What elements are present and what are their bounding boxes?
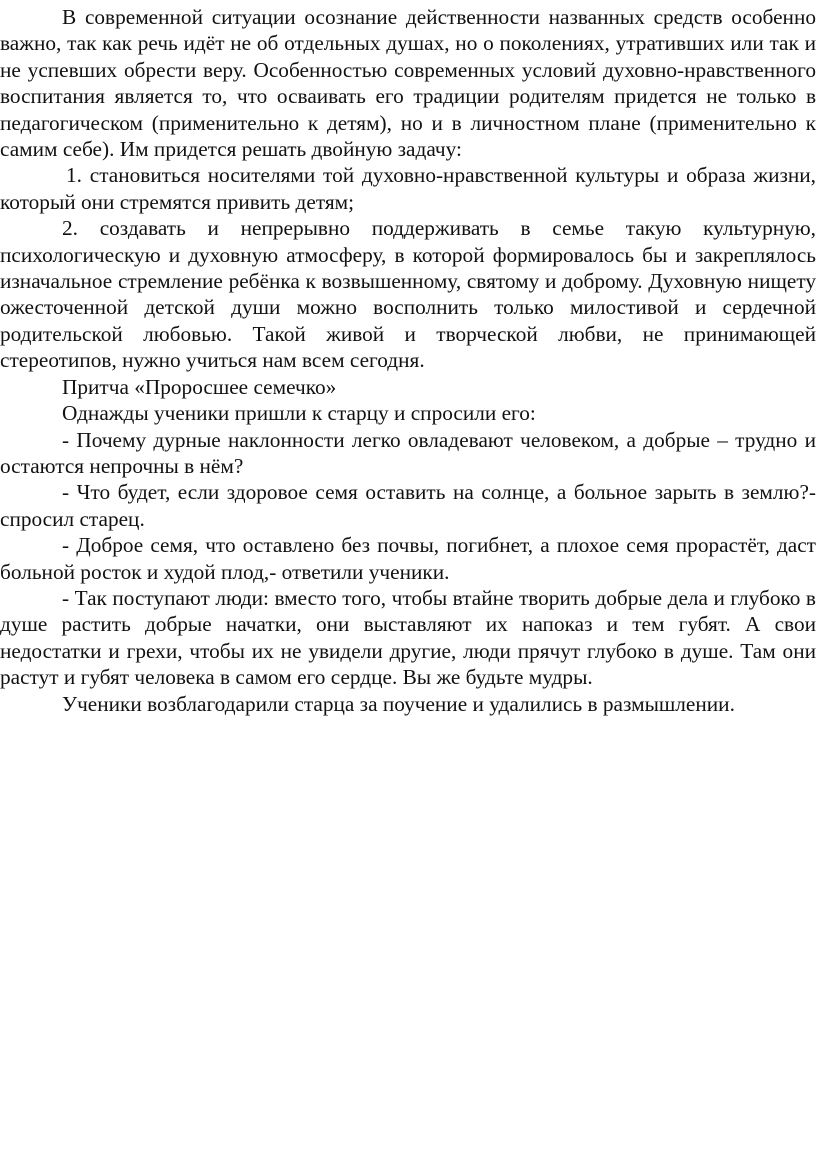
- paragraph-students-asked: Однажды ученики пришли к старцу и спросили его:: [62, 401, 536, 426]
- paragraph-elder-teaching: - Так поступают люди: вместо того, чтобы втайне творить добрые дела и глубоко в душе растить добрые начатки, они выставляют их напоказ и тем губят. А свои недостатки и грехи, чтобы их не увидели другие, люди прячут глубоко в душе. Там они растут и губят человека в самом его сердце. Вы же будьте мудры.: [0, 585, 816, 690]
- paragraph-conclusion: Ученики возблагодарили старца за поучение и удалились в размышлении.: [62, 691, 735, 716]
- paragraph-intro: В современной ситуации осознание действенности названных средств особенно важно, так как речь идёт не об отдельных душах, но о поколениях, утративших или так и не успевших обрести веру. Особенностью современных условий духовно-нравственного воспитания является то, что осваивать его традиции родителям придется не только в педагогическом (применительно к детям), но и в личностном плане (применительно к самим себе). Им придется решать двойную задачу:: [0, 5, 816, 162]
- paragraph-task-2: 2. создавать и непрерывно поддерживать в семье такую культурную, психологическую и духовную атмосферу, в которой формировалось бы и закреплялось изначальное стремление ребёнка к возвышенному, святому и доброму. Духовную нищету ожесточенной детской души можно восполнить только милостивой и сердечной родительской любовью. Такой живой и творческой любви, не принимающей стереотипов, нужно учиться нам всем сегодня.: [0, 216, 816, 373]
- paragraph-elder-question: - Что будет, если здоровое семя оставить на солнце, а больное зарыть в землю?- спросил старец.: [0, 480, 816, 531]
- parable-title: Притча «Проросшее семечко»: [62, 374, 337, 399]
- paragraph-task-1: 1. становиться носителями той духовно-нравственной культуры и образа жизни, который они стремятся привить детям;: [0, 163, 816, 214]
- paragraph-students-answer: - Доброе семя, что оставлено без почвы, погибнет, а плохое семя прорастёт, даст больной росток и худой плод,- ответили ученики.: [0, 533, 816, 584]
- paragraph-question: - Почему дурные наклонности легко овладевают человеком, а добрые – трудно и остаются непрочны в нём?: [0, 427, 816, 478]
